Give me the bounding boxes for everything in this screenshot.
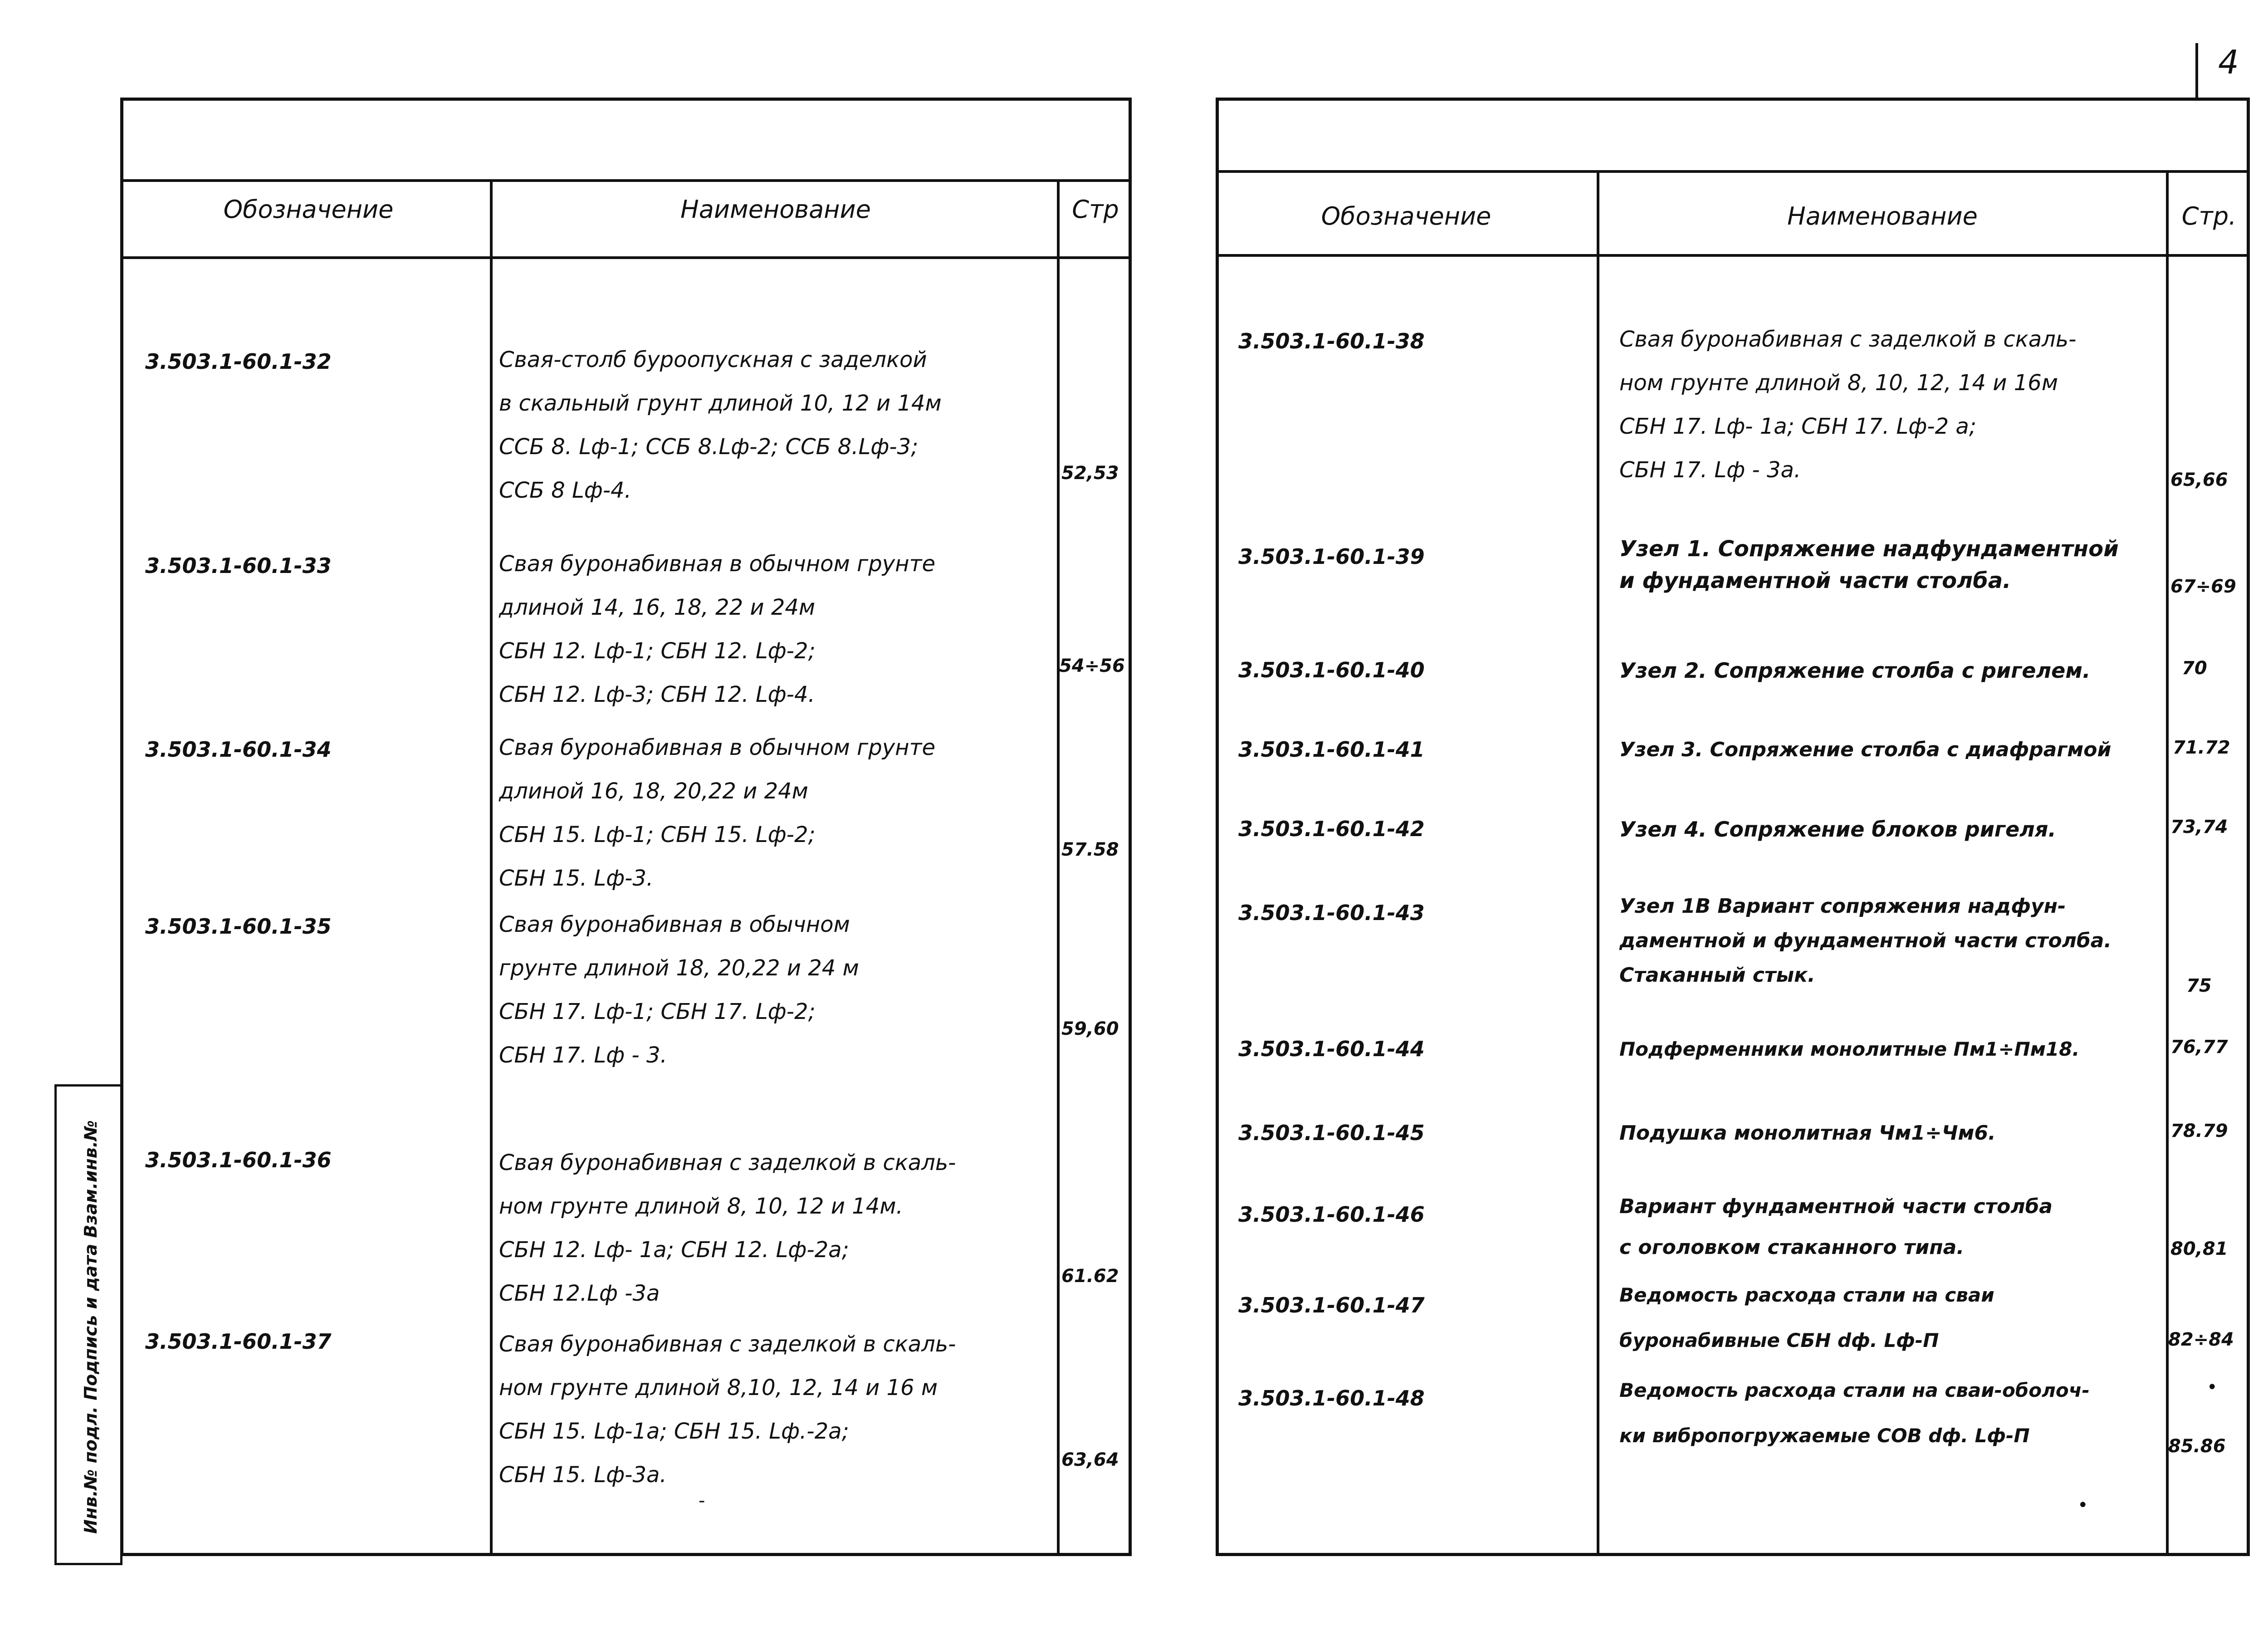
- row-code: 3.503.1-60.1-48: [1238, 1386, 1425, 1410]
- row-page: 54÷56: [1059, 656, 1125, 676]
- row-code: 3.503.1-60.1-33: [145, 553, 332, 578]
- row-code: 3.503.1-60.1-43: [1238, 901, 1425, 925]
- row-page: 67÷69: [2170, 576, 2236, 597]
- row-code: 3.503.1-60.1-46: [1238, 1202, 1425, 1227]
- row-name: Узел 4. Сопряжение блоков ригеля.: [1619, 817, 2056, 842]
- stamp-text: Инв.№ подл. Подпись и дата Взам.инв.№: [81, 1120, 101, 1534]
- row-page: 80,81: [2170, 1239, 2228, 1259]
- row-name: Подферменники монолитные Пм1÷Пм18.: [1619, 1038, 2080, 1060]
- row-code: 3.503.1-60.1-34: [145, 737, 332, 762]
- row-code: 3.503.1-60.1-37: [145, 1329, 332, 1354]
- left-header-page: Стр: [1072, 195, 1119, 224]
- title-stamp: [54, 1084, 122, 1565]
- row-page: 78.79: [2170, 1121, 2228, 1141]
- scan-mark: •: [2077, 1495, 2088, 1516]
- row-page: 75: [2186, 975, 2212, 996]
- row-code: 3.503.1-60.1-36: [145, 1148, 332, 1172]
- row-name: Узел 2. Сопряжение столба с ригелем.: [1619, 658, 2091, 683]
- scan-mark: •: [2207, 1377, 2218, 1398]
- row-name: Вариант фундаментной части столба с оголовком стаканного типа.: [1619, 1195, 2053, 1259]
- row-code: 3.503.1-60.1-41: [1238, 737, 1425, 762]
- right-header-page: Стр.: [2181, 202, 2237, 230]
- row-name: Узел 1. Сопряжение надфундаментной и фундаментной части столба.: [1619, 536, 2119, 593]
- left-header-top-line: [120, 179, 1132, 182]
- row-page: 76,77: [2170, 1037, 2228, 1058]
- row-name: Ведомость расхода стали на сваи-оболоч- ки вибропогружаемые СОВ dф. Lф-П: [1619, 1379, 2090, 1447]
- row-page: 63,64: [1061, 1449, 1119, 1470]
- row-page: 59,60: [1061, 1018, 1119, 1039]
- row-code: 3.503.1-60.1-32: [145, 349, 332, 374]
- row-code: 3.503.1-60.1-39: [1238, 544, 1425, 569]
- row-name: Свая буронабивная в обычном грунте длиной 18, 20,22 и 24 м СБН 17. Lф-1; СБН 17. Lф-2; СБН 17. Lф - 3.: [499, 912, 859, 1068]
- row-page: 52,53: [1061, 463, 1119, 484]
- row-name: Узел 1В Вариант сопряжения надфун- даментной и фундаментной части столба. Стаканный стык.: [1619, 895, 2112, 987]
- left-header-code: Обозначение: [223, 195, 394, 224]
- row-name: Свая буронабивная в обычном грунте длиной 16, 18, 20,22 и 24м СБН 15. Lф-1; СБН 15. Lф-2; СБН 15. Lф-3.: [499, 735, 935, 891]
- row-page: 85.86: [2168, 1436, 2226, 1457]
- row-code: 3.503.1-60.1-38: [1238, 329, 1425, 353]
- row-page: 57.58: [1061, 839, 1119, 860]
- left-header-bottom-line: [120, 256, 1132, 259]
- row-name: Свая-столб буроопускная с заделкой в скальный грунт длиной 10, 12 и 14м ССБ 8. Lф-1; ССБ 8.Lф-2; ССБ 8.Lф-3; ССБ 8 Lф-4.: [499, 347, 942, 503]
- page-number-divider: [2195, 43, 2198, 98]
- right-header-code: Обозначение: [1321, 202, 1491, 230]
- row-page: 61.62: [1061, 1266, 1119, 1287]
- right-header-top-line: [1216, 170, 2250, 173]
- row-code: 3.503.1-60.1-44: [1238, 1037, 1425, 1061]
- scan-mark: -: [699, 1490, 705, 1511]
- row-code: 3.503.1-60.1-40: [1238, 658, 1425, 682]
- row-code: 3.503.1-60.1-45: [1238, 1121, 1425, 1145]
- right-header-bottom-line: [1216, 254, 2250, 257]
- right-header-name: Наименование: [1787, 202, 1978, 230]
- row-page: 71.72: [2173, 737, 2230, 758]
- row-name: Подушка монолитная Чм1÷Чм6.: [1619, 1121, 1996, 1145]
- row-code: 3.503.1-60.1-35: [145, 914, 332, 939]
- row-name: Свая буронабивная с заделкой в скаль- ном грунте длиной 8, 10, 12, 14 и 16м СБН 17. Lф- 1а; СБН 17. Lф-2 а; СБН 17. Lф - 3а.: [1619, 327, 2077, 483]
- right-col-divider-1: [1597, 170, 1599, 1556]
- row-page: 70: [2182, 658, 2207, 679]
- page-number: 4: [2218, 43, 2239, 81]
- left-col-divider-1: [490, 179, 493, 1556]
- row-page: 65,66: [2170, 470, 2228, 490]
- row-name: Свая буронабивная в обычном грунте длиной 14, 16, 18, 22 и 24м СБН 12. Lф-1; СБН 12. Lф-2; СБН 12. Lф-3; СБН 12. Lф-4.: [499, 551, 935, 707]
- row-name: Свая буронабивная с заделкой в скаль- ном грунте длиной 8, 10, 12 и 14м. СБН 12. Lф- 1а; СБН 12. Lф-2а; СБН 12.Lф -3а: [499, 1150, 956, 1306]
- row-name: Ведомость расхода стали на сваи буронабивные СБН dф. Lф-П: [1619, 1284, 1994, 1351]
- left-col-divider-2: [1057, 179, 1060, 1556]
- row-page: 73,74: [2170, 817, 2228, 837]
- row-code: 3.503.1-60.1-47: [1238, 1293, 1425, 1317]
- row-name: Узел 3. Сопряжение столба с диафрагмой: [1619, 738, 2112, 761]
- row-code: 3.503.1-60.1-42: [1238, 817, 1425, 841]
- left-header-name: Наименование: [680, 195, 871, 224]
- row-page: 82÷84: [2168, 1329, 2234, 1350]
- row-name: Свая буронабивная с заделкой в скаль- ном грунте длиной 8,10, 12, 14 и 16 м СБН 15. Lф-1а; СБН 15. Lф.-2а; СБН 15. Lф-3а.: [499, 1332, 956, 1488]
